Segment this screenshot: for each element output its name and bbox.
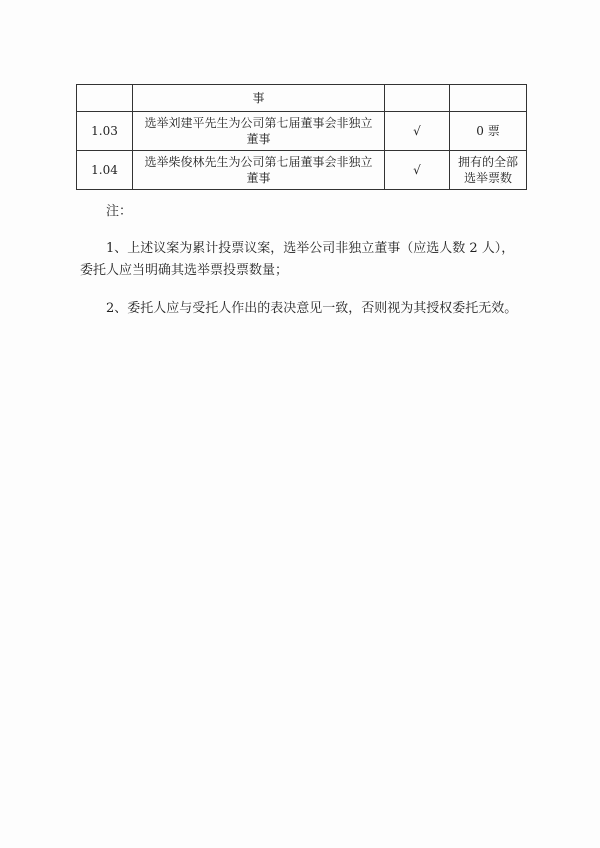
table-row <box>77 85 527 112</box>
table-row <box>77 151 527 190</box>
vote-count-cell: 0 票 <box>450 112 527 151</box>
proposal-text-cell: 选举柴俊林先生为公司第七届董事会非独立董事 <box>133 151 385 190</box>
vote-count-cell <box>450 85 527 112</box>
proposal-number-cell: 1.03 <box>77 112 133 151</box>
vote-count-cell: 拥有的全部选举票数 <box>450 151 527 190</box>
proxy-voting-table <box>76 84 527 190</box>
table-row <box>77 112 527 151</box>
proposal-text-cell: 事 <box>133 85 385 112</box>
note-item-1: 1、上述议案为累计投票议案，选举公司非独立董事（应选人数 2 人），委托人应当明确其选举票投票数量； <box>80 241 515 278</box>
proposal-number-cell <box>77 85 133 112</box>
proposal-text-cell: 选举刘建平先生为公司第七届董事会非独立董事 <box>133 112 385 151</box>
vote-mark-cell: √ <box>385 151 450 190</box>
vote-mark-cell <box>385 85 450 112</box>
notes-heading: 注： <box>106 204 133 219</box>
vote-mark-cell: √ <box>385 112 450 151</box>
note-item-2: 2、委托人应与受托人作出的表决意见一致，否则视为其授权委托无效。 <box>106 301 518 316</box>
proposal-number-cell: 1.04 <box>77 151 133 190</box>
